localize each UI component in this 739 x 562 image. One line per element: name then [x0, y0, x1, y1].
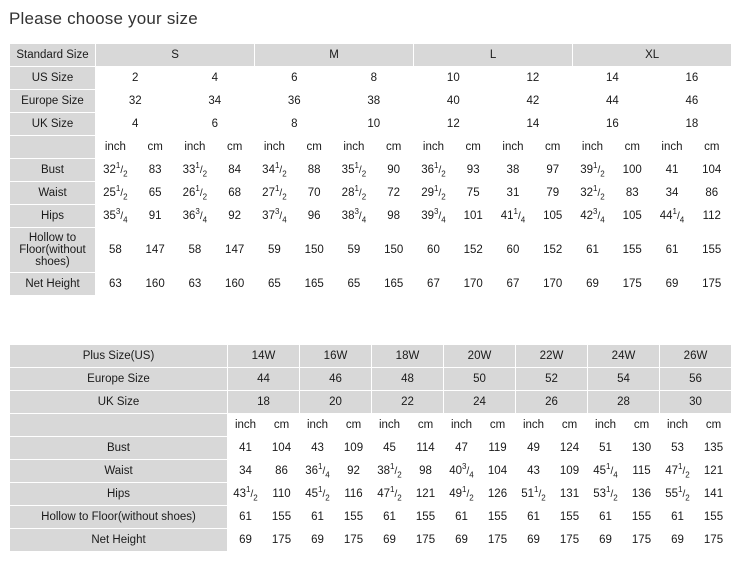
table-cell: 98: [408, 460, 444, 483]
unit-cell: cm: [408, 414, 444, 437]
size-group-header: 16W: [300, 345, 372, 368]
table-cell: 155: [408, 506, 444, 529]
table-cell: 2: [96, 67, 176, 90]
table-cell: 22: [372, 391, 444, 414]
table-cell: $53^1/_2$: [588, 483, 624, 506]
table-cell: 93: [453, 159, 493, 182]
unit-cell: cm: [552, 414, 588, 437]
table-cell: 44: [573, 90, 653, 113]
unit-cell: cm: [692, 136, 732, 159]
column-header: Plus Size(US): [10, 345, 228, 368]
unit-cell: inch: [255, 136, 295, 159]
row-label: Hollow to Floor(without shoes): [10, 228, 96, 273]
table-cell: 40: [414, 90, 494, 113]
table-cell: 6: [255, 67, 335, 90]
table-cell: 91: [135, 205, 175, 228]
table-row: [10, 273, 732, 296]
table-cell: 101: [453, 205, 493, 228]
table-cell: 60: [414, 228, 454, 273]
unit-cell: cm: [624, 414, 660, 437]
table-cell: 4: [175, 67, 255, 90]
table-cell: $39^3/_4$: [414, 205, 454, 228]
unit-cell: inch: [493, 136, 533, 159]
unit-cell: cm: [533, 136, 573, 159]
table-cell: 44: [228, 368, 300, 391]
table-cell: 119: [480, 437, 516, 460]
table-cell: 65: [255, 273, 295, 296]
table-cell: 104: [480, 460, 516, 483]
unit-cell: inch: [300, 414, 336, 437]
table-cell: $40^3/_4$: [444, 460, 480, 483]
table-cell: $35^1/_2$: [334, 159, 374, 182]
table-cell: 150: [374, 228, 414, 273]
row-label: Hips: [10, 205, 96, 228]
row-label: UK Size: [10, 391, 228, 414]
table-cell: 63: [96, 273, 136, 296]
unit-cell: cm: [215, 136, 255, 159]
table-cell: 165: [294, 273, 334, 296]
table-cell: 61: [588, 506, 624, 529]
table-cell: 98: [374, 205, 414, 228]
table-cell: 105: [612, 205, 652, 228]
table-cell: 175: [408, 529, 444, 552]
table-cell: 155: [336, 506, 372, 529]
table-cell: 10: [414, 67, 494, 90]
row-label: Europe Size: [10, 368, 228, 391]
table-cell: 70: [294, 182, 334, 205]
unit-cell: inch: [444, 414, 480, 437]
table-cell: 152: [533, 228, 573, 273]
size-group-header: M: [255, 44, 414, 67]
table-cell: $51^1/_2$: [516, 483, 552, 506]
table-cell: 170: [453, 273, 493, 296]
row-label: US Size: [10, 67, 96, 90]
table-cell: 92: [215, 205, 255, 228]
table-cell: 61: [660, 506, 696, 529]
unit-cell: cm: [480, 414, 516, 437]
unit-cell: inch: [96, 136, 136, 159]
table-cell: 16: [652, 67, 732, 90]
table-cell: 28: [588, 391, 660, 414]
table-cell: $36^1/_4$: [300, 460, 336, 483]
table-cell: $41^1/_4$: [493, 205, 533, 228]
table-cell: 131: [552, 483, 588, 506]
size-group-header: L: [414, 44, 573, 67]
table-cell: 86: [692, 182, 732, 205]
table-cell: 112: [692, 205, 732, 228]
table-cell: 104: [692, 159, 732, 182]
table-cell: 61: [573, 228, 613, 273]
size-group-header: 18W: [372, 345, 444, 368]
table-cell: 24: [444, 391, 516, 414]
size-group-header: 20W: [444, 345, 516, 368]
table-cell: 84: [215, 159, 255, 182]
table-cell: $29^1/_2$: [414, 182, 454, 205]
row-label: Bust: [10, 437, 228, 460]
row-label: Hollow to Floor(without shoes): [10, 506, 228, 529]
unit-cell: cm: [294, 136, 334, 159]
table-cell: 97: [533, 159, 573, 182]
table-cell: $45^1/_4$: [588, 460, 624, 483]
unit-cell: cm: [135, 136, 175, 159]
size-group-header: 26W: [660, 345, 732, 368]
unit-cell: inch: [175, 136, 215, 159]
table-cell: 109: [336, 437, 372, 460]
table-cell: 34: [228, 460, 264, 483]
table-row: [10, 460, 732, 483]
table-cell: 61: [652, 228, 692, 273]
unit-cell: inch: [652, 136, 692, 159]
table-cell: 59: [255, 228, 295, 273]
table-cell: $35^3/_4$: [96, 205, 136, 228]
table-cell: 12: [493, 67, 573, 90]
unit-cell: cm: [453, 136, 493, 159]
row-label: Net Height: [10, 529, 228, 552]
table-cell: 67: [414, 273, 454, 296]
row-label: Waist: [10, 460, 228, 483]
table-cell: 150: [294, 228, 334, 273]
unit-cell: inch: [573, 136, 613, 159]
table-cell: 59: [334, 228, 374, 273]
table-cell: 52: [516, 368, 588, 391]
table-row: [10, 345, 732, 368]
table-cell: 135: [696, 437, 732, 460]
table-cell: 58: [96, 228, 136, 273]
table-cell: 43: [300, 437, 336, 460]
table-cell: $55^1/_2$: [660, 483, 696, 506]
table-cell: 69: [652, 273, 692, 296]
table-cell: 175: [696, 529, 732, 552]
table-cell: $38^1/_2$: [372, 460, 408, 483]
table-row: [10, 205, 732, 228]
table-cell: $39^1/_2$: [573, 159, 613, 182]
table-cell: 16: [573, 113, 653, 136]
unit-cell: cm: [612, 136, 652, 159]
table-cell: 160: [215, 273, 255, 296]
table-cell: 86: [264, 460, 300, 483]
table-cell: 68: [215, 182, 255, 205]
table-cell: 49: [516, 437, 552, 460]
table-cell: 47: [444, 437, 480, 460]
table-cell: 175: [624, 529, 660, 552]
table-cell: 61: [516, 506, 552, 529]
table-cell: 75: [453, 182, 493, 205]
unit-cell: cm: [336, 414, 372, 437]
table-row: [10, 414, 732, 437]
table-cell: $27^1/_2$: [255, 182, 295, 205]
table-cell: 126: [480, 483, 516, 506]
table-row: [10, 483, 732, 506]
table-cell: 175: [480, 529, 516, 552]
table-cell: 175: [692, 273, 732, 296]
table-cell: 155: [264, 506, 300, 529]
row-label: Waist: [10, 182, 96, 205]
table-cell: 63: [175, 273, 215, 296]
table-row: [10, 391, 732, 414]
table-cell: $26^1/_2$: [175, 182, 215, 205]
table-cell: 155: [692, 228, 732, 273]
table-cell: 69: [372, 529, 408, 552]
unit-cell: cm: [696, 414, 732, 437]
row-label: UK Size: [10, 113, 96, 136]
table-cell: 116: [336, 483, 372, 506]
table-row: [10, 368, 732, 391]
table-cell: 26: [516, 391, 588, 414]
table-cell: 46: [652, 90, 732, 113]
table-cell: 105: [533, 205, 573, 228]
table-cell: 96: [294, 205, 334, 228]
table-cell: 56: [660, 368, 732, 391]
table-cell: $44^1/_4$: [652, 205, 692, 228]
size-group-header: 24W: [588, 345, 660, 368]
table-cell: 69: [573, 273, 613, 296]
table-cell: 31: [493, 182, 533, 205]
table-cell: 67: [493, 273, 533, 296]
unit-cell: inch: [228, 414, 264, 437]
table-cell: 53: [660, 437, 696, 460]
table-cell: 50: [444, 368, 516, 391]
table-row: [10, 67, 732, 90]
table-cell: $49^1/_2$: [444, 483, 480, 506]
row-label: [10, 414, 228, 437]
unit-cell: inch: [334, 136, 374, 159]
table-cell: 104: [264, 437, 300, 460]
table-cell: 175: [336, 529, 372, 552]
table-row: [10, 182, 732, 205]
table-cell: $38^3/_4$: [334, 205, 374, 228]
table-cell: 110: [264, 483, 300, 506]
table-cell: 175: [552, 529, 588, 552]
row-label: Net Height: [10, 273, 96, 296]
table-cell: 147: [135, 228, 175, 273]
table-cell: 61: [228, 506, 264, 529]
table-cell: 34: [652, 182, 692, 205]
plus-size-body: [10, 345, 732, 552]
table-row: [10, 437, 732, 460]
plus-size-table: [9, 344, 732, 552]
table-cell: 72: [374, 182, 414, 205]
table-cell: 175: [264, 529, 300, 552]
table-cell: 48: [372, 368, 444, 391]
row-label: [10, 136, 96, 159]
unit-cell: inch: [372, 414, 408, 437]
table-cell: 4: [96, 113, 176, 136]
table-cell: $32^1/_2$: [573, 182, 613, 205]
table-cell: 69: [228, 529, 264, 552]
table-cell: 152: [453, 228, 493, 273]
table-cell: 130: [624, 437, 660, 460]
unit-cell: inch: [588, 414, 624, 437]
table-cell: 32: [96, 90, 176, 113]
table-cell: 165: [374, 273, 414, 296]
unit-cell: cm: [374, 136, 414, 159]
table-cell: $37^3/_4$: [255, 205, 295, 228]
table-cell: 36: [255, 90, 335, 113]
table-cell: $42^3/_4$: [573, 205, 613, 228]
table-cell: 41: [652, 159, 692, 182]
table-cell: 14: [493, 113, 573, 136]
table-cell: 115: [624, 460, 660, 483]
table-cell: 155: [612, 228, 652, 273]
table-cell: 170: [533, 273, 573, 296]
table-cell: 43: [516, 460, 552, 483]
table-cell: 65: [334, 273, 374, 296]
table-cell: 12: [414, 113, 494, 136]
table-cell: $32^1/_2$: [96, 159, 136, 182]
table-cell: 155: [480, 506, 516, 529]
table-cell: 79: [533, 182, 573, 205]
table-cell: 20: [300, 391, 372, 414]
table-cell: $36^1/_2$: [414, 159, 454, 182]
table-cell: 38: [493, 159, 533, 182]
table-cell: 100: [612, 159, 652, 182]
table-cell: 141: [696, 483, 732, 506]
table-cell: 69: [444, 529, 480, 552]
size-group-header: XL: [573, 44, 732, 67]
table-cell: $28^1/_2$: [334, 182, 374, 205]
unit-cell: cm: [264, 414, 300, 437]
table-cell: 124: [552, 437, 588, 460]
column-header: Standard Size: [10, 44, 96, 67]
unit-cell: inch: [516, 414, 552, 437]
table-row: [10, 506, 732, 529]
table-cell: 54: [588, 368, 660, 391]
table-cell: 83: [135, 159, 175, 182]
table-cell: 65: [135, 182, 175, 205]
table-cell: 69: [516, 529, 552, 552]
row-label: Europe Size: [10, 90, 96, 113]
table-cell: 41: [228, 437, 264, 460]
row-label: Hips: [10, 483, 228, 506]
size-group-header: 14W: [228, 345, 300, 368]
table-cell: 51: [588, 437, 624, 460]
size-group-header: S: [96, 44, 255, 67]
table-cell: 46: [300, 368, 372, 391]
size-group-header: 22W: [516, 345, 588, 368]
table-cell: 34: [175, 90, 255, 113]
table-row: [10, 44, 732, 67]
table-cell: 155: [552, 506, 588, 529]
table-cell: 30: [660, 391, 732, 414]
page-title: Please choose your size: [9, 9, 198, 28]
table-cell: 136: [624, 483, 660, 506]
table-cell: 69: [660, 529, 696, 552]
table-cell: 121: [408, 483, 444, 506]
table-cell: 114: [408, 437, 444, 460]
table-cell: 83: [612, 182, 652, 205]
table-cell: $34^1/_2$: [255, 159, 295, 182]
table-row: [10, 90, 732, 113]
table-cell: 69: [300, 529, 336, 552]
table-cell: 147: [215, 228, 255, 273]
standard-size-table: [9, 43, 732, 296]
table-cell: 155: [624, 506, 660, 529]
table-cell: $47^1/_2$: [660, 460, 696, 483]
table-row: [10, 159, 732, 182]
table-cell: 10: [334, 113, 414, 136]
table-cell: 45: [372, 437, 408, 460]
table-cell: 18: [228, 391, 300, 414]
table-cell: 6: [175, 113, 255, 136]
table-cell: 69: [588, 529, 624, 552]
table-row: [10, 529, 732, 552]
table-cell: 8: [255, 113, 335, 136]
table-cell: 38: [334, 90, 414, 113]
table-cell: 90: [374, 159, 414, 182]
table-cell: 58: [175, 228, 215, 273]
table-cell: $33^1/_2$: [175, 159, 215, 182]
table-cell: $47^1/_2$: [372, 483, 408, 506]
table-cell: 61: [372, 506, 408, 529]
table-cell: $45^1/_2$: [300, 483, 336, 506]
standard-size-body: [10, 44, 732, 296]
table-cell: 18: [652, 113, 732, 136]
table-cell: 175: [612, 273, 652, 296]
table-cell: 42: [493, 90, 573, 113]
table-cell: 88: [294, 159, 334, 182]
table-cell: 121: [696, 460, 732, 483]
row-label: Bust: [10, 159, 96, 182]
table-row: [10, 136, 732, 159]
table-cell: $25^1/_2$: [96, 182, 136, 205]
table-row: [10, 228, 732, 273]
table-cell: 109: [552, 460, 588, 483]
unit-cell: inch: [660, 414, 696, 437]
table-cell: 60: [493, 228, 533, 273]
table-cell: $43^1/_2$: [228, 483, 264, 506]
table-cell: $36^3/_4$: [175, 205, 215, 228]
table-cell: 61: [444, 506, 480, 529]
unit-cell: inch: [414, 136, 454, 159]
table-cell: 92: [336, 460, 372, 483]
table-cell: 155: [696, 506, 732, 529]
table-cell: 14: [573, 67, 653, 90]
table-row: [10, 113, 732, 136]
table-cell: 61: [300, 506, 336, 529]
table-cell: 8: [334, 67, 414, 90]
table-cell: 160: [135, 273, 175, 296]
